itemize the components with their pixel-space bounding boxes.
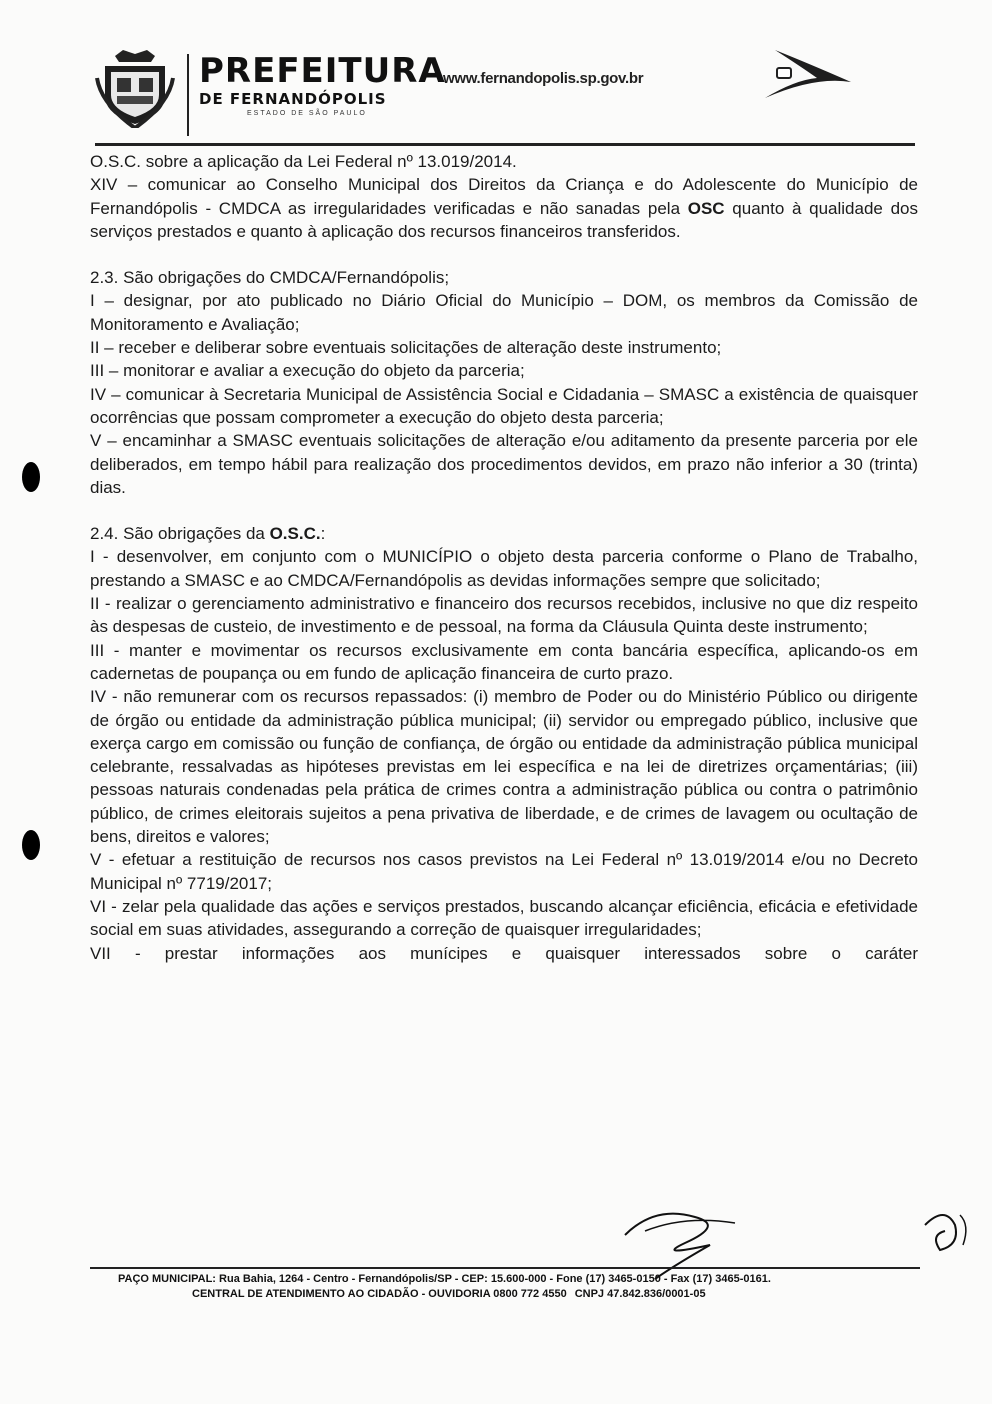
paragraph-xiv-text: XIV – comunicar ao Conselho Municipal dos Direitos da Criança e do Adolescente do Município de Fernandópolis - CMDCA as irregularidades verificadas e não sanadas pela	[90, 175, 918, 218]
section-2-4-item: III - manter e movimentar os recursos exclusivamente em conta bancária específica, aplicando-os em cadernetas de poupança ou em fundo de aplicação financeira de curto prazo.	[90, 640, 918, 683]
section-2-4-heading-text: 2.4. São obrigações da	[90, 524, 270, 544]
section-2-3-item: III – monitorar e avaliar a execução do objeto da parceria;	[90, 361, 525, 381]
paragraph-osc-law: O.S.C. sobre a aplicação da Lei Federal nº 13.019/2014.	[90, 152, 517, 171]
website-url: www.fernandopolis.sp.gov.br	[443, 70, 644, 87]
section-2-4-item: I - desenvolver, em conjunto com o MUNICÍPIO o objeto desta parceria conforme o Plano de Trabalho, prestando a SMASC e ao CMDCA/Fernandópolis as devidas informações sempre que solicitado;	[90, 547, 918, 590]
section-2-4-heading-colon: :	[320, 524, 326, 544]
section-2-4-osc-bold: O.S.C.	[269, 524, 321, 544]
footer-contact	[192, 1288, 706, 1300]
footer-cnpj: CNPJ 47.842.836/0001-05	[574, 1288, 706, 1300]
municipal-crest-icon	[95, 48, 175, 128]
footer-address: PAÇO MUNICIPAL: Rua Bahia, 1264 - Centro - Fernandópolis/SP - CEP: 15.600-000 - Fone (17) 3465-0150 - Fax (17) 3465-0161.	[118, 1273, 771, 1285]
brand-subtitle: DE FERNANDÓPOLIS	[199, 90, 387, 108]
footer-ombudsman: CENTRAL DE ATENDIMENTO AO CIDADÃO - OUVIDORIA 0800 772 4550	[192, 1288, 567, 1300]
section-2-3-item: II – receber e deliberar sobre eventuais solicitações de alteração deste instrumento;	[90, 338, 722, 358]
section-2-4-item: V - efetuar a restituição de recursos nos casos previstos na Lei Federal nº 13.019/2014 e/ou no Decreto Municipal nº 7719/2017;	[90, 850, 918, 893]
brand-state: ESTADO DE SÃO PAULO	[247, 110, 367, 117]
header-divider	[187, 54, 189, 136]
document-body	[90, 150, 918, 965]
brand-title: PREFEITURA	[199, 51, 446, 91]
section-2-3-item: IV – comunicar à Secretaria Municipal de Assistência Social e Cidadania – SMASC a existência de quaisquer ocorrências que possam comprometer a execução do objeto desta parceria;	[90, 384, 918, 427]
swoosh-logo-icon	[755, 46, 855, 102]
section-2-4-item: IV - não remunerar com os recursos repassados: (i) membro de Poder ou do Ministério Público ou dirigente de órgão ou entidade da administração pública municipal; (ii) servidor ou empregado público, inclusive que exerça cargo em comissão ou função de confiança, de órgão ou entidade da administração pública municipal celebrante, ressalvadas as hipóteses previstas em lei específica e na lei de diretrizes orçamentárias; (iii) pessoas naturais condenadas pela prática de crimes contra a administração pública ou contra o patrimônio público, de crimes eleitorais sujeitos a pena privativa de liberdade, e de crimes de lavagem ou ocultação de bens, direitos e valores;	[90, 687, 918, 847]
letterhead	[95, 40, 915, 140]
section-2-3-heading: 2.3. São obrigações do CMDCA/Fernandópolis;	[90, 268, 450, 288]
footer-rule	[90, 1267, 920, 1269]
punch-hole-bottom	[22, 830, 40, 860]
osc-bold: OSC	[687, 198, 725, 218]
header-rule	[95, 143, 915, 146]
section-2-4-item: VI - zelar pela qualidade das ações e serviços prestados, buscando alcançar eficiência, eficácia e efetividade social em suas atividades, assegurando a correção de quaisquer irregularidades;	[90, 896, 918, 940]
brand-block	[199, 51, 446, 117]
section-2-4-heading	[90, 522, 918, 545]
paragraph-xiv	[90, 173, 918, 243]
section-2-3-item: V – encaminhar a SMASC eventuais solicitações de alteração e/ou aditamento da presente parceria por ele deliberados, em tempo hábil para realização dos procedimentos devidos, em prazo não inferior a 30 (trinta) dias.	[90, 431, 918, 497]
section-2-4-item: II - realizar o gerenciamento administrativo e financeiro dos recursos recebidos, inclusive no que diz respeito às despesas de custeio, de investimento e de pessoal, na forma da Cláusula Quinta deste instrumento;	[90, 594, 918, 637]
section-2-4-item-last: VII - prestar informações aos munícipes e quaisquer interessados sobre o caráter	[90, 943, 918, 963]
paragraph-xiv-text-end: quanto à qualidade dos serviços prestados e quanto à aplicação dos recursos financeiros transferidos.	[90, 198, 918, 241]
section-2-3-item: I – designar, por ato publicado no Diário Oficial do Município – DOM, os membros da Comissão de Monitoramento e Avaliação;	[90, 291, 918, 334]
punch-hole-top	[22, 462, 40, 492]
